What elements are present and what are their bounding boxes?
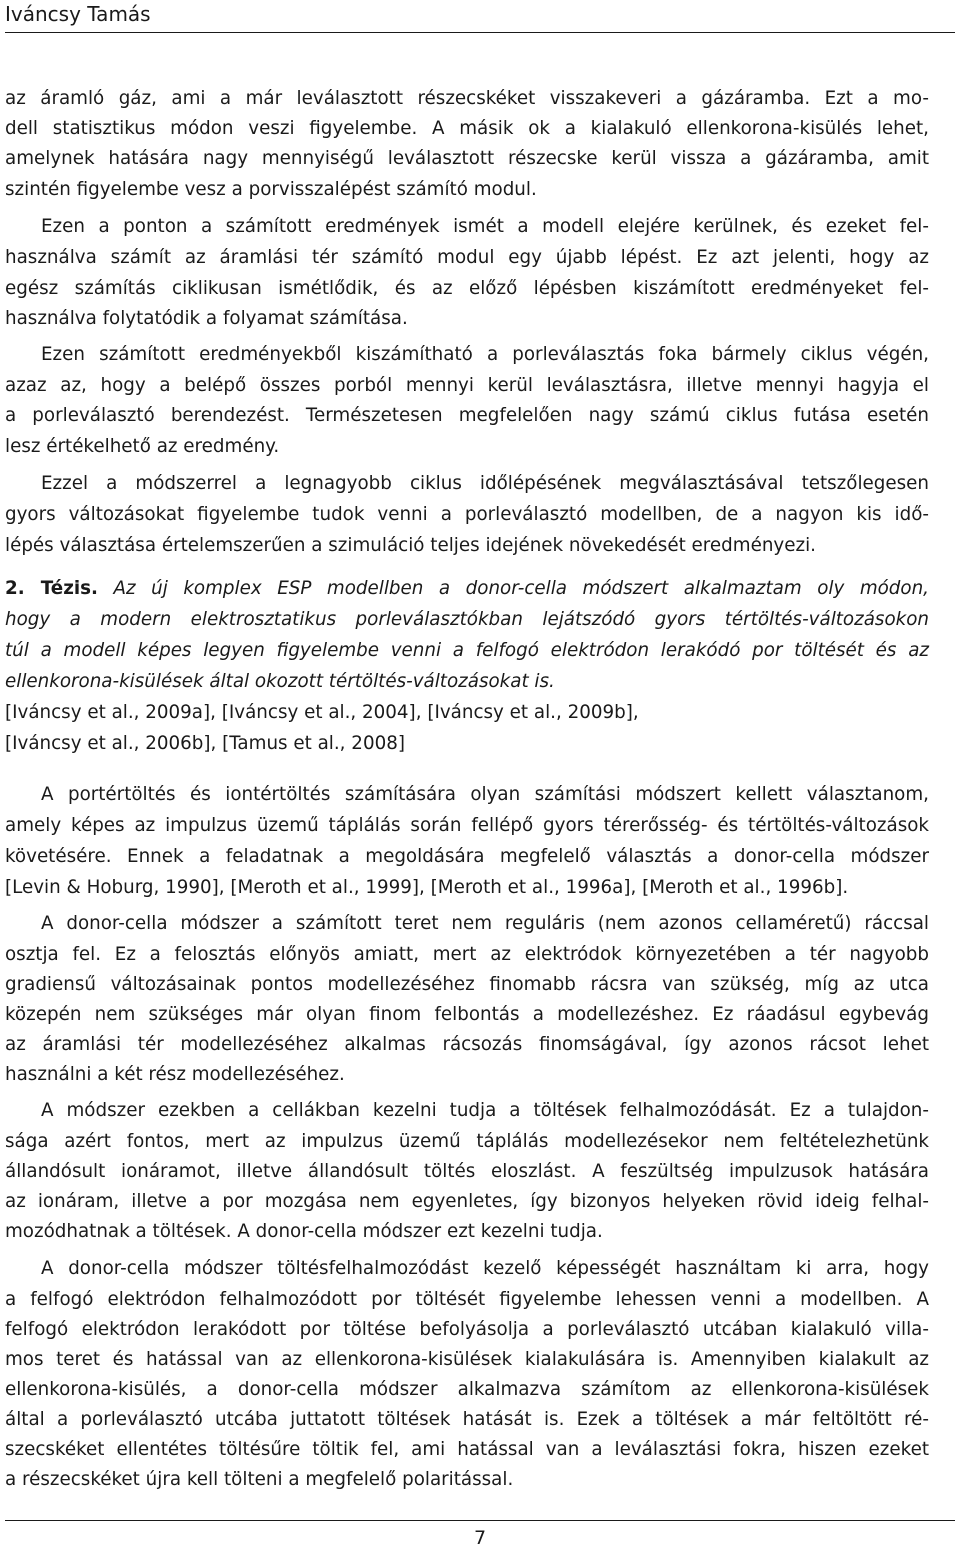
text-line: A donor-cella módszer töltésfelhalmozódást kezelő képességét használtam ki arra, hogy bbox=[41, 1258, 929, 1279]
text-line: felfogó elektródon lerakódott por töltése befolyásolja a porleválasztó utcában kialakuló villa- bbox=[5, 1319, 929, 1340]
text-line: azaz az, hogy a belépő összes porból mennyi kerül leválasztásra, illetve mennyi hagyja el bbox=[5, 375, 929, 396]
thesis-statement-line: hogy a modern elektrosztatikus porleválasztókban lejátszódó gyors tértöltés-változásokon bbox=[5, 609, 929, 630]
text-line: Ezzel a módszerrel a legnagyobb ciklus időlépésének megválasztásával tetszőlegesen bbox=[41, 473, 929, 494]
text-line: ellenkorona-kisülés, a donor-cella módszer alkalmazva számítom az ellenkorona-kisülések bbox=[5, 1379, 929, 1400]
text-line: A módszer ezekben a cellákban kezelni tudja a töltések felhalmozódását. Ez a tulajdon- bbox=[41, 1100, 929, 1121]
text-line: amely képes az impulzus üzemű táplálás során fellépő gyors térerősség- és tértöltés-változások bbox=[5, 815, 929, 836]
text-line: A donor-cella módszer a számított teret nem reguláris (nem azonos cellaméretű) ráccsal bbox=[41, 913, 929, 934]
text-line: az áramló gáz, ami a már leválasztott részecskéket visszakeveri a gázáramba. Ezt a mo- bbox=[5, 88, 929, 109]
text-line: szecskéket ellentétes töltésűre töltik fel, ami hatással van a leválasztási fokra, hiszen ezeket bbox=[5, 1439, 929, 1460]
thesis-statement-line: ellenkorona-kisülések által okozott tértöltés-változásokat is. bbox=[5, 671, 555, 692]
thesis-label: 2. Tézis. bbox=[5, 578, 98, 599]
thesis-statement-line: túl a modell képes legyen figyelembe venni a felfogó elektródon lerakódó por töltését és az bbox=[5, 640, 929, 661]
citation-line: [Iváncsy et al., 2009a], [Iváncsy et al., 2004], [Iváncsy et al., 2009b], bbox=[5, 702, 639, 723]
footer-rule bbox=[5, 1520, 955, 1521]
text-line: Ezen számított eredményekből kiszámítható a porleválasztás foka bármely ciklus végén, bbox=[41, 344, 929, 365]
text-line: használva számít az áramlási tér számító modul egy újabb lépést. Ez azt jelenti, hogy az bbox=[5, 247, 929, 268]
thesis-statement-line bbox=[5, 577, 929, 601]
citation-line: [Iváncsy et al., 2006b], [Tamus et al., 2008] bbox=[5, 733, 405, 754]
text-line: a felfogó elektródon felhalmozódott por töltését figyelembe lehessen venni a modellben. A bbox=[5, 1289, 929, 1310]
text-line: használni a két rész modellezéséhez. bbox=[5, 1064, 345, 1085]
text-line: mos teret és hatással van az ellenkorona-kisülések kialakulására is. Amennyiben kialakult az bbox=[5, 1349, 929, 1370]
text-line: lépés választása értelemszerűen a szimuláció teljes idejének növekedését eredményezi. bbox=[5, 535, 816, 556]
text-line: gradiensű változásainak pontos modellezéséhez finomabb rácsra van szükség, míg az utca bbox=[5, 974, 929, 995]
thesis-text: Az új komplex ESP modellben a donor-cella módszert alkalmaztam oly módon, bbox=[113, 578, 929, 599]
text-line: gyors változásokat figyelembe tudok venni a porleválasztó modellben, de a nagyon kis idő- bbox=[5, 504, 929, 525]
text-line: dell statisztikus módon veszi figyelembe. A másik ok a kialakuló ellenkorona-kisülés lehet, bbox=[5, 118, 929, 139]
text-line: A portértöltés és iontértöltés számítására olyan számítási módszert kellett választanom, bbox=[41, 784, 929, 805]
text-line: osztja fel. Ez a felosztás előnyös amiatt, mert az elektródok környezetében a tér nagyobb bbox=[5, 944, 929, 965]
text-line: az ionáram, illetve a por mozgása nem egyenletes, így bizonyos helyeken rövid ideig felhal- bbox=[5, 1191, 929, 1212]
text-line: közepén nem szükséges már olyan finom felbontás a modellezéshez. Ez ráadásul egybevág bbox=[5, 1004, 929, 1025]
text-line: sága azért fontos, mert az impulzus üzemű táplálás modellezésekor nem feltételezhetünk bbox=[5, 1131, 929, 1152]
text-line: követésére. Ennek a feladatnak a megoldására megfelelő választás a donor-cella módszer bbox=[5, 846, 929, 867]
page-number: 7 bbox=[473, 1527, 487, 1549]
text-line: lesz értékelhető az eredmény. bbox=[5, 436, 280, 457]
text-line: által a porleválasztó utcába juttatott töltések hatását is. Ezek a töltések a már feltöltött ré- bbox=[5, 1409, 929, 1430]
text-line: amelynek hatására nagy mennyiségű leválasztott részecske kerül vissza a gázáramba, amit bbox=[5, 148, 929, 169]
running-header-author: Iváncsy Tamás bbox=[5, 2, 151, 26]
text-line: [Levin & Hoburg, 1990], [Meroth et al., 1999], [Meroth et al., 1996a], [Meroth et al., 1996b]. bbox=[5, 877, 849, 898]
text-line: egész számítás ciklikusan ismétlődik, és az előző lépésben kiszámított eredményeket fel- bbox=[5, 278, 929, 299]
text-line: a részecskéket újra kell tölteni a megfelelő polaritással. bbox=[5, 1469, 514, 1490]
header-rule bbox=[5, 32, 955, 33]
text-line: mozódhatnak a töltések. A donor-cella módszer ezt kezelni tudja. bbox=[5, 1221, 603, 1242]
text-line: az áramlási tér modellezéséhez alkalmas rácsozás finomságával, így azonos rácsot lehet bbox=[5, 1034, 929, 1055]
text-line: a porleválasztó berendezést. Természetesen megfelelően nagy számú ciklus futása esetén bbox=[5, 405, 929, 426]
text-line: használva folytatódik a folyamat számítása. bbox=[5, 308, 408, 329]
text-line: Ezen a ponton a számított eredmények ismét a modell elejére kerülnek, és ezeket fel- bbox=[41, 216, 929, 237]
text-line: szintén figyelembe vesz a porvisszalépést számító modul. bbox=[5, 179, 537, 200]
text-line: állandósult ionáramot, illetve állandósult töltés eloszlást. A feszültség impulzusok hatására bbox=[5, 1161, 929, 1182]
